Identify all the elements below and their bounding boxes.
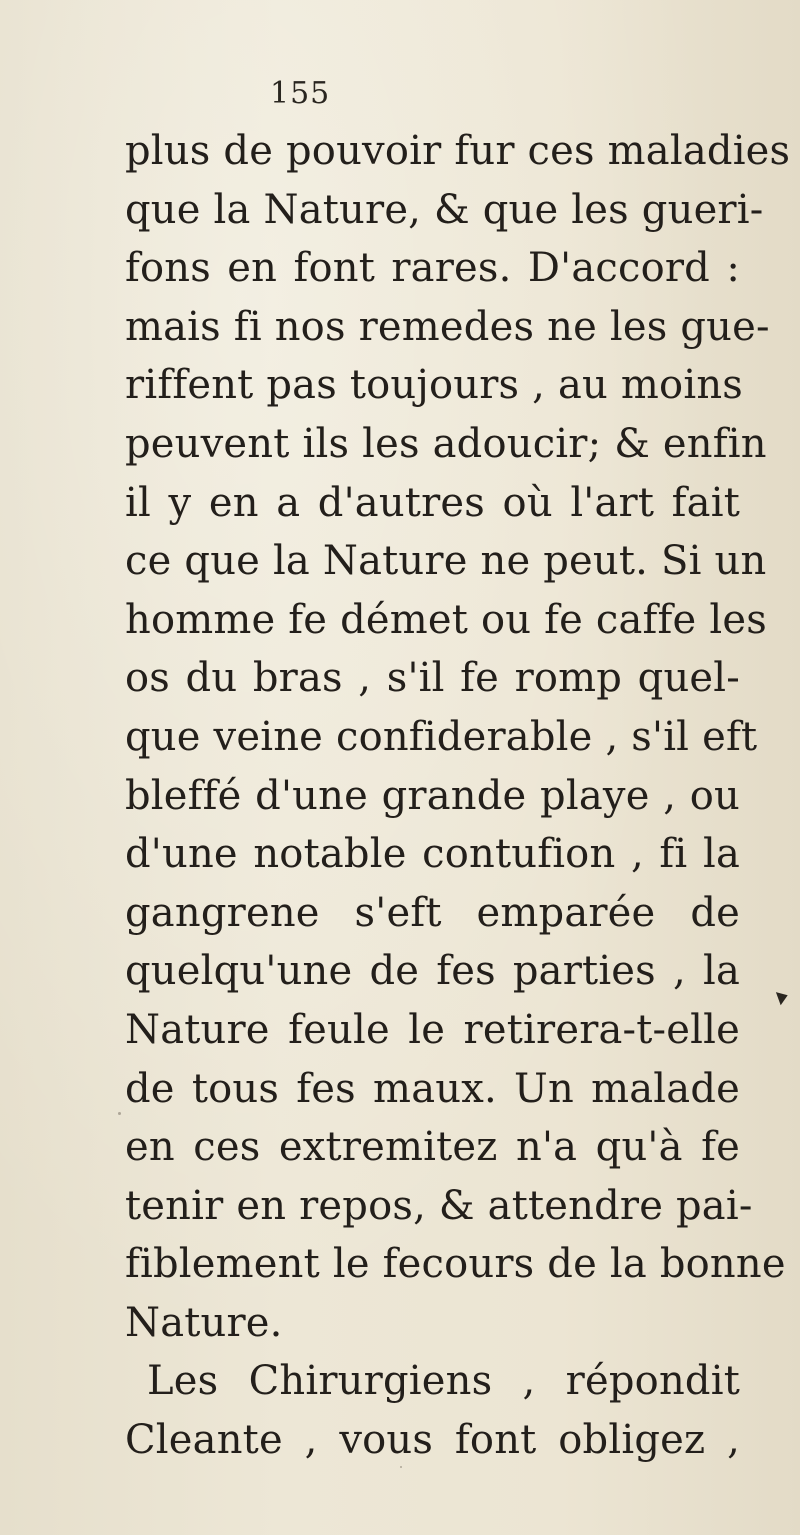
text-line: Cleante , vous font obligez , — [125, 1417, 740, 1464]
page-text — [125, 122, 791, 1470]
text-line: gangrene s'eft emparée de — [125, 889, 740, 936]
text-line: homme fe démet ou fe caffe les — [125, 596, 767, 643]
text-line: mais fi nos remedes ne les gue- — [125, 303, 770, 350]
text-line: Nature feule le retirera-t-elle — [125, 1006, 740, 1053]
text-line: ce que la Nature ne peut. Si un — [125, 538, 767, 585]
text-line: d'une notable contufion , fi la — [125, 831, 740, 878]
text-line: Nature. — [125, 1299, 283, 1346]
page-number: 155 — [270, 76, 331, 111]
text-line: quelqu'une de fes parties , la — [125, 948, 740, 995]
text-line: il y en a d'autres où l'art fait — [125, 479, 740, 526]
text-line: que la Nature, & que les gueri- — [125, 186, 764, 233]
text-line: bleffé d'une grande playe , ou — [125, 772, 740, 819]
text-line: plus de pouvoir fur ces maladies — [125, 128, 791, 174]
text-line: que veine confiderable , s'il eft — [125, 713, 758, 760]
text-line: fiblement le fecours de la bonne — [125, 1241, 786, 1288]
text-line: riffent pas toujours , au moins — [125, 362, 744, 409]
text-line: tenir en repos, & attendre pai- — [125, 1182, 753, 1229]
text-line: de tous fes maux. Un malade — [125, 1065, 740, 1112]
paper-speck — [400, 1466, 402, 1468]
text-line: peuvent ils les adoucir; & enfin — [125, 420, 767, 467]
text-line: Les Chirurgiens , répondit — [147, 1358, 740, 1405]
text-line: fons en font rares. D'accord : — [125, 245, 740, 292]
text-line: en ces extremitez n'a qu'à fe — [125, 1124, 740, 1171]
margin-arrow-mark — [776, 989, 790, 1006]
paper-speck — [118, 1112, 121, 1115]
text-line: os du bras , s'il fe romp quel- — [125, 655, 740, 702]
